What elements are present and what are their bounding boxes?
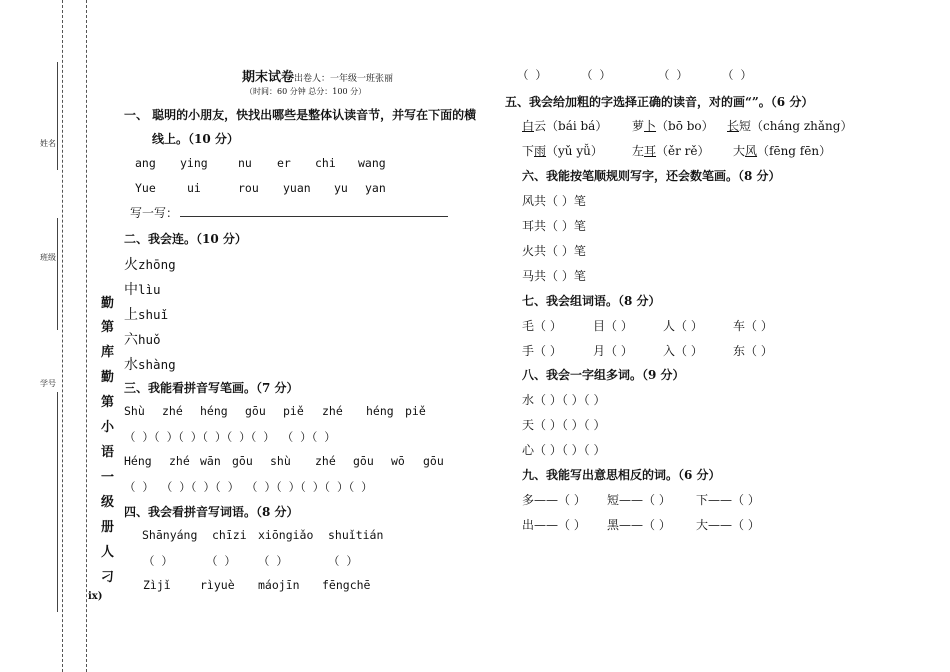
q2-match-item[interactable] bbox=[124, 304, 168, 324]
answer-paren[interactable]: （ ） bbox=[143, 554, 173, 568]
syllable: er bbox=[277, 156, 291, 170]
vertical-side-char: ix) bbox=[88, 591, 103, 602]
syllable: yu bbox=[334, 181, 348, 195]
q5-post: （fēng fēn） bbox=[757, 144, 832, 158]
word-blank[interactable]: 手（ ） bbox=[522, 344, 562, 358]
q3-title: 三、我能看拼音写笔画。（7 分） bbox=[124, 381, 299, 395]
stroke-pinyin: zhé bbox=[315, 454, 336, 468]
student-id-label: 学号 bbox=[40, 379, 56, 388]
antonym-blank[interactable]: 大——（ ） bbox=[696, 518, 760, 532]
vertical-side-char: 勤 bbox=[101, 296, 115, 311]
word-blank[interactable]: 月（ ） bbox=[593, 344, 633, 358]
stroke-pinyin: gōu bbox=[353, 454, 374, 468]
q2-title: 二、我会连。（10 分） bbox=[124, 232, 247, 246]
stroke-pinyin: wō bbox=[391, 454, 405, 468]
q2-char: 火 bbox=[124, 257, 138, 273]
vertical-side-char: 册 bbox=[101, 520, 115, 535]
q5-item[interactable] bbox=[632, 117, 714, 134]
stroke-pinyin: zhé bbox=[322, 404, 343, 418]
word-pinyin: rìyuè bbox=[200, 578, 235, 592]
answer-paren[interactable]: （ ） bbox=[517, 68, 547, 82]
name-label: 姓名 bbox=[40, 139, 56, 148]
q5-item[interactable] bbox=[727, 117, 852, 134]
author-text: 出卷人：一年级一班张丽 bbox=[294, 74, 394, 84]
antonym-blank[interactable]: 黑——（ ） bbox=[607, 518, 671, 532]
q1-write-label: 写一写： bbox=[130, 206, 179, 220]
stroke-pinyin: gōu bbox=[423, 454, 444, 468]
q5-bold-char: 卜 bbox=[644, 119, 657, 133]
q5-post: （bō bo） bbox=[656, 119, 714, 133]
word-pinyin: shuǐtián bbox=[328, 528, 384, 542]
vertical-side-char: 人 bbox=[101, 545, 115, 560]
syllable: chi bbox=[315, 156, 336, 170]
q7-title: 七、我会组词语。（8 分） bbox=[522, 294, 661, 308]
stroke-pinyin: héng bbox=[200, 404, 228, 418]
q2-pinyin: shuǐ bbox=[138, 307, 169, 322]
word-pinyin: chīzi bbox=[212, 528, 247, 542]
q5-post: （ěr rě） bbox=[656, 144, 710, 158]
syllable: ui bbox=[187, 181, 201, 195]
stroke-pinyin: Shù bbox=[124, 404, 145, 418]
stroke-pinyin: wān bbox=[200, 454, 221, 468]
stroke-pinyin: gōu bbox=[245, 404, 266, 418]
answer-paren[interactable]: （ ） bbox=[581, 68, 611, 82]
q8-title: 八、我会一字组多词。（9 分） bbox=[522, 368, 685, 382]
q6-title: 六、我能按笔顺规则写字，还会数笔画。（8 分） bbox=[522, 169, 781, 183]
q6-item[interactable]: 风共（ ）笔 bbox=[522, 194, 586, 208]
q1-answer-line[interactable] bbox=[180, 216, 448, 217]
stroke-pinyin: gōu bbox=[232, 454, 253, 468]
stroke-pinyin: zhé bbox=[169, 454, 190, 468]
q2-match-item[interactable] bbox=[124, 329, 161, 349]
q6-item[interactable]: 耳共（ ）笔 bbox=[522, 219, 586, 233]
word-blank[interactable]: 车（ ） bbox=[733, 319, 773, 333]
word-pinyin: máojīn bbox=[258, 578, 300, 592]
margin-dash-line-left bbox=[62, 0, 63, 672]
syllable: yan bbox=[365, 181, 386, 195]
word-pinyin: Zìjǐ bbox=[143, 578, 171, 592]
title-text: 期末试卷 bbox=[242, 70, 295, 85]
answer-paren[interactable]: （ ） bbox=[258, 554, 288, 568]
answer-paren[interactable]: （ ） bbox=[658, 68, 688, 82]
syllable: yuan bbox=[283, 181, 311, 195]
q5-pre: 左 bbox=[632, 144, 645, 158]
word-blank[interactable]: 入（ ） bbox=[663, 344, 703, 358]
syllable: Yue bbox=[135, 181, 156, 195]
q9-title: 九、我能写出意思相反的词。（6 分） bbox=[522, 468, 721, 482]
q3-paren-row1[interactable]: （ ）（ ）（ ）（ ）（ ）（ ） （ ）（ ） bbox=[124, 430, 336, 444]
q8-item[interactable]: 天（ ）（ ）（ ） bbox=[522, 418, 606, 432]
margin-solid-line-3 bbox=[57, 392, 58, 612]
syllable: ying bbox=[180, 156, 208, 170]
q5-post: 云（bái bá） bbox=[534, 119, 608, 133]
q5-pre: 下 bbox=[522, 144, 535, 158]
q5-post: 短（cháng zhǎng） bbox=[739, 119, 853, 133]
vertical-side-char: 级 bbox=[101, 495, 115, 510]
stroke-pinyin: piě bbox=[283, 404, 304, 418]
q1-title-cont: 线上。（10 分） bbox=[152, 132, 239, 146]
vertical-side-char: 一 bbox=[101, 470, 115, 485]
q2-pinyin: shàng bbox=[138, 357, 176, 372]
word-pinyin: fēngchē bbox=[322, 578, 371, 592]
q5-item[interactable] bbox=[522, 117, 607, 134]
stroke-pinyin: Héng bbox=[124, 454, 152, 468]
exam-title bbox=[242, 66, 393, 85]
q5-item[interactable] bbox=[733, 142, 831, 159]
word-blank[interactable]: 东（ ） bbox=[733, 344, 773, 358]
vertical-side-char: 第 bbox=[101, 320, 115, 335]
exam-meta: （时间：60 分钟 总分：100 分） bbox=[245, 87, 367, 96]
q2-char: 上 bbox=[124, 307, 138, 323]
q5-pre: 萝 bbox=[632, 119, 645, 133]
q3-paren-row2[interactable]: （ ） （ ）（ ）（ ） （ ）（ ）（ ）（ ）（ ） bbox=[124, 480, 373, 494]
q8-item[interactable]: 心（ ）（ ）（ ） bbox=[522, 443, 606, 457]
stroke-pinyin: héng bbox=[366, 404, 394, 418]
syllable: ang bbox=[135, 156, 156, 170]
word-blank[interactable]: 目（ ） bbox=[593, 319, 633, 333]
margin-solid-line-2 bbox=[57, 218, 58, 330]
q2-pinyin: huǒ bbox=[138, 332, 161, 347]
q5-bold-char: 长 bbox=[727, 119, 740, 133]
syllable: nu bbox=[238, 156, 252, 170]
word-pinyin: Shānyáng bbox=[142, 528, 198, 542]
q4-title: 四、我会看拼音写词语。（8 分） bbox=[124, 505, 299, 519]
answer-paren[interactable]: （ ） bbox=[328, 554, 358, 568]
q5-pre: 大 bbox=[733, 144, 746, 158]
q2-char: 水 bbox=[124, 357, 138, 373]
stroke-pinyin: shù bbox=[270, 454, 291, 468]
answer-paren[interactable]: （ ） bbox=[206, 554, 236, 568]
q5-bold-char: 雨 bbox=[534, 144, 547, 158]
vertical-side-char: 第 bbox=[101, 395, 115, 410]
q2-char: 中 bbox=[124, 282, 138, 298]
syllable: rou bbox=[238, 181, 259, 195]
vertical-side-char: 小 bbox=[101, 420, 115, 435]
stroke-pinyin: piě bbox=[405, 404, 426, 418]
q1-title: 一、 聪明的小朋友，快找出哪些是整体认读音节，并写在下面的横 bbox=[124, 108, 477, 122]
vertical-side-char: 勤 bbox=[101, 370, 115, 385]
q8-item[interactable]: 水（ ）（ ）（ ） bbox=[522, 393, 606, 407]
q2-match-item[interactable] bbox=[124, 279, 161, 299]
q5-bold-char: 耳 bbox=[644, 144, 657, 158]
vertical-side-char: 语 bbox=[101, 445, 115, 460]
antonym-blank[interactable]: 短——（ ） bbox=[607, 493, 671, 507]
antonym-blank[interactable]: 出——（ ） bbox=[522, 518, 586, 532]
answer-paren[interactable]: （ ） bbox=[722, 68, 752, 82]
q5-title: 五、我会给加粗的字选择正确的读音，对的画“”。（6 分） bbox=[505, 95, 814, 109]
q2-pinyin: lìu bbox=[138, 282, 161, 297]
margin-solid-line-1 bbox=[57, 62, 58, 170]
word-blank[interactable]: 毛（ ） bbox=[522, 319, 562, 333]
q6-item[interactable]: 马共（ ）笔 bbox=[522, 269, 586, 283]
q5-item[interactable] bbox=[632, 142, 710, 159]
antonym-blank[interactable]: 多——（ ） bbox=[522, 493, 586, 507]
q5-bold-char: 风 bbox=[745, 144, 758, 158]
margin-dash-line-right bbox=[86, 0, 87, 672]
vertical-side-char: 库 bbox=[101, 345, 115, 360]
antonym-blank[interactable]: 下——（ ） bbox=[696, 493, 760, 507]
vertical-side-char: 刁 bbox=[101, 570, 115, 585]
stroke-pinyin: zhé bbox=[162, 404, 183, 418]
word-pinyin: xiōngiǎo bbox=[258, 528, 314, 542]
q5-item[interactable] bbox=[522, 142, 603, 159]
q2-match-item[interactable] bbox=[124, 354, 176, 374]
syllable: wang bbox=[358, 156, 386, 170]
q6-item[interactable]: 火共（ ）笔 bbox=[522, 244, 586, 258]
q2-char: 六 bbox=[124, 332, 138, 348]
q2-pinyin: zhōng bbox=[138, 257, 176, 272]
class-label: 班级 bbox=[40, 253, 56, 262]
q2-match-item[interactable] bbox=[124, 254, 176, 274]
q5-bold-char: 白 bbox=[522, 119, 535, 133]
q5-post: （yǔ yǚ） bbox=[546, 144, 603, 158]
word-blank[interactable]: 人（ ） bbox=[663, 319, 703, 333]
